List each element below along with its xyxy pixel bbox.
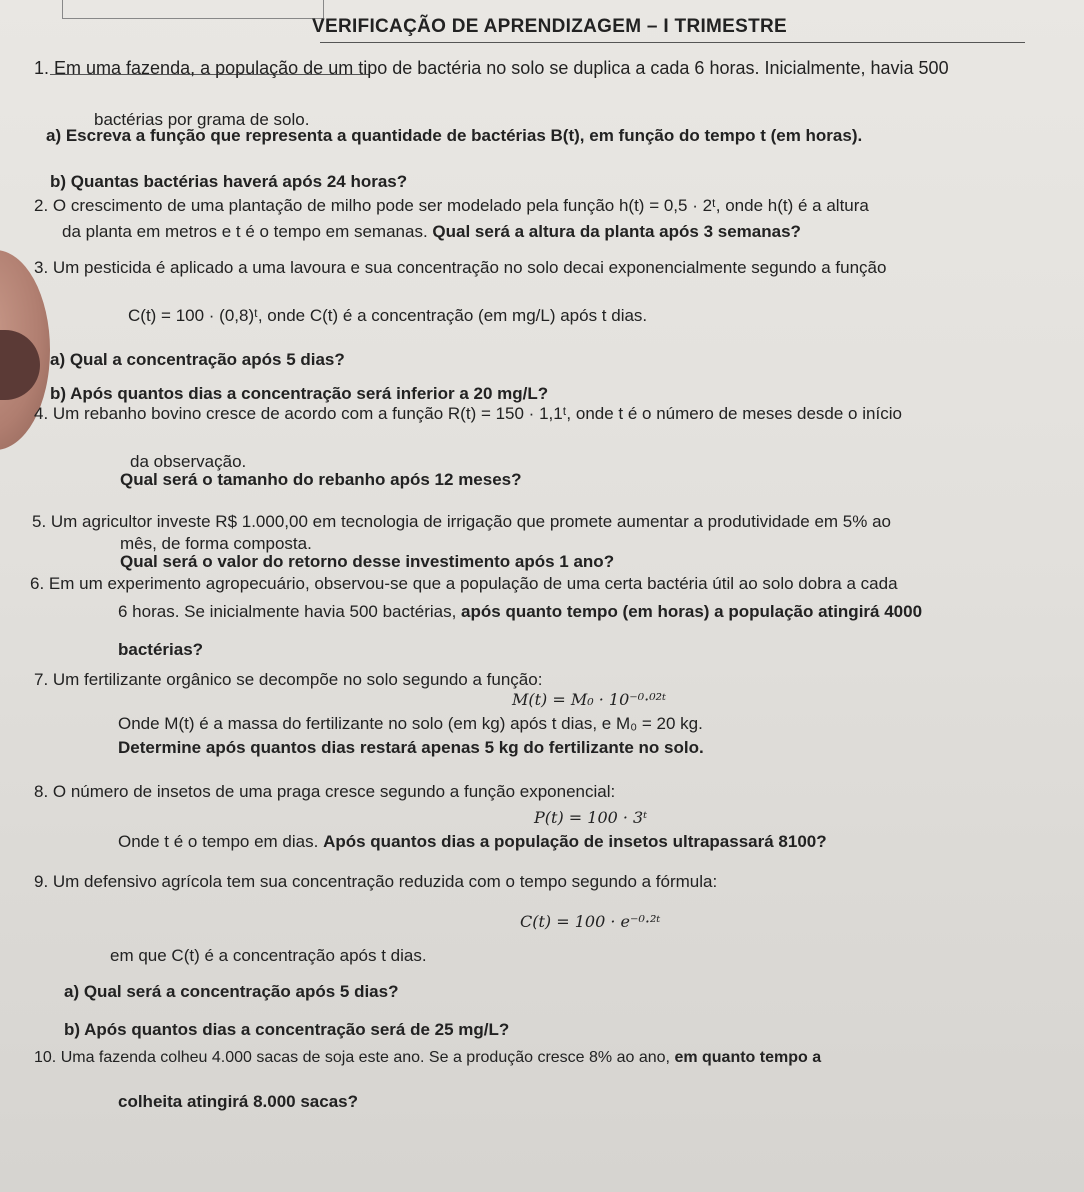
q9-item-b: b) Após quantos dias a concentração será de 25 mg/L? [64, 1020, 510, 1039]
q6-question: após quanto tempo (em horas) a população atingirá 4000 [461, 602, 923, 621]
q10-line1-text: 10. Uma fazenda colheu 4.000 sacas de soja este ano. Se a produção cresce 8% ao ano, [34, 1049, 670, 1066]
q5-question: Qual será o valor do retorno desse investimento após 1 ano? [120, 552, 615, 571]
q10-line1 [34, 1048, 821, 1068]
q3-line1: 3. Um pesticida é aplicado a uma lavoura e sua concentração no solo decai exponencialmente segundo a função [34, 258, 887, 277]
q1-item-a: a) Escreva a função que representa a quantidade de bactérias B(t), em função do tempo t (em horas). [46, 126, 863, 145]
q6-line2-text: 6 horas. Se inicialmente havia 500 bactérias, [118, 602, 457, 621]
q8-question: Após quantos dias a população de insetos ultrapassará 8100? [323, 832, 827, 851]
q10-question-start: em quanto tempo a [674, 1049, 822, 1066]
q6-line3: bactérias? [118, 640, 204, 659]
page-title: VERIFICAÇÃO DE APRENDIZAGEM – I TRIMESTRE [312, 16, 788, 37]
q8-line2-text: Onde t é o tempo em dias. [118, 832, 319, 851]
q8-formula: P(t) = 100 · 3ᵗ [534, 808, 648, 827]
q9-line1: 9. Um defensivo agrícola tem sua concentração reduzida com o tempo segundo a fórmula: [34, 872, 718, 891]
q8-line1: 8. O número de insetos de uma praga cresce segundo a função exponencial: [34, 782, 616, 801]
q10-line2: colheita atingirá 8.000 sacas? [118, 1092, 359, 1111]
q3-item-a: a) Qual a concentração após 5 dias? [50, 350, 345, 369]
q2-question: Qual será a altura da planta após 3 semanas? [432, 222, 801, 241]
q7-line2: Onde M(t) é a massa do fertilizante no solo (em kg) após t dias, e M₀ = 20 kg. [118, 714, 703, 733]
q7-question: Determine após quantos dias restará apenas 5 kg do fertilizante no solo. [118, 738, 704, 757]
q2-line2 [62, 222, 801, 242]
header-rule [320, 42, 1025, 43]
q4-question: Qual será o tamanho do rebanho após 12 meses? [120, 470, 522, 489]
header-box [62, 0, 324, 19]
q5-line2: mês, de forma composta. [120, 534, 312, 553]
q7-formula: M(t) = M₀ · 10⁻⁰·⁰²ᵗ [512, 690, 667, 709]
q1-line2: bactérias por grama de solo. [94, 110, 310, 129]
q4-line1: 4. Um rebanho bovino cresce de acordo com a função R(t) = 150 · 1,1ᵗ, onde t é o número de meses desde o início [34, 404, 902, 423]
q6-line1: 6. Em um experimento agropecuário, observou-se que a população de uma certa bactéria útil ao solo dobra a cada [30, 574, 898, 593]
q2-line2-text: da planta em metros e t é o tempo em semanas. [62, 222, 428, 241]
q1-line1: 1. Em uma fazenda, a população de um tipo de bactéria no solo se duplica a cada 6 horas. Inicialmente, havia 500 [34, 58, 949, 78]
q5-line1: 5. Um agricultor investe R$ 1.000,00 em tecnologia de irrigação que promete aumentar a produtividade em 5% ao [32, 512, 891, 531]
q7-line1: 7. Um fertilizante orgânico se decompõe no solo segundo a função: [34, 670, 543, 689]
q3-item-b: b) Após quantos dias a concentração será inferior a 20 mg/L? [50, 384, 549, 403]
q2-line1: 2. O crescimento de uma plantação de milho pode ser modelado pela função h(t) = 0,5 · 2ᵗ, onde h(t) é a altura [34, 196, 869, 215]
q1-item-b: b) Quantas bactérias haverá após 24 horas? [50, 172, 408, 191]
q3-line2: C(t) = 100 · (0,8)ᵗ, onde C(t) é a concentração (em mg/L) após t dias. [128, 306, 648, 325]
q4-line2: da observação. [130, 452, 247, 471]
q9-formula: C(t) = 100 · e⁻⁰·²ᵗ [520, 912, 661, 931]
q8-line2 [118, 832, 827, 852]
q6-line2 [118, 602, 922, 622]
q9-line2: em que C(t) é a concentração após t dias. [110, 946, 427, 965]
q9-item-a: a) Qual será a concentração após 5 dias? [64, 982, 399, 1001]
